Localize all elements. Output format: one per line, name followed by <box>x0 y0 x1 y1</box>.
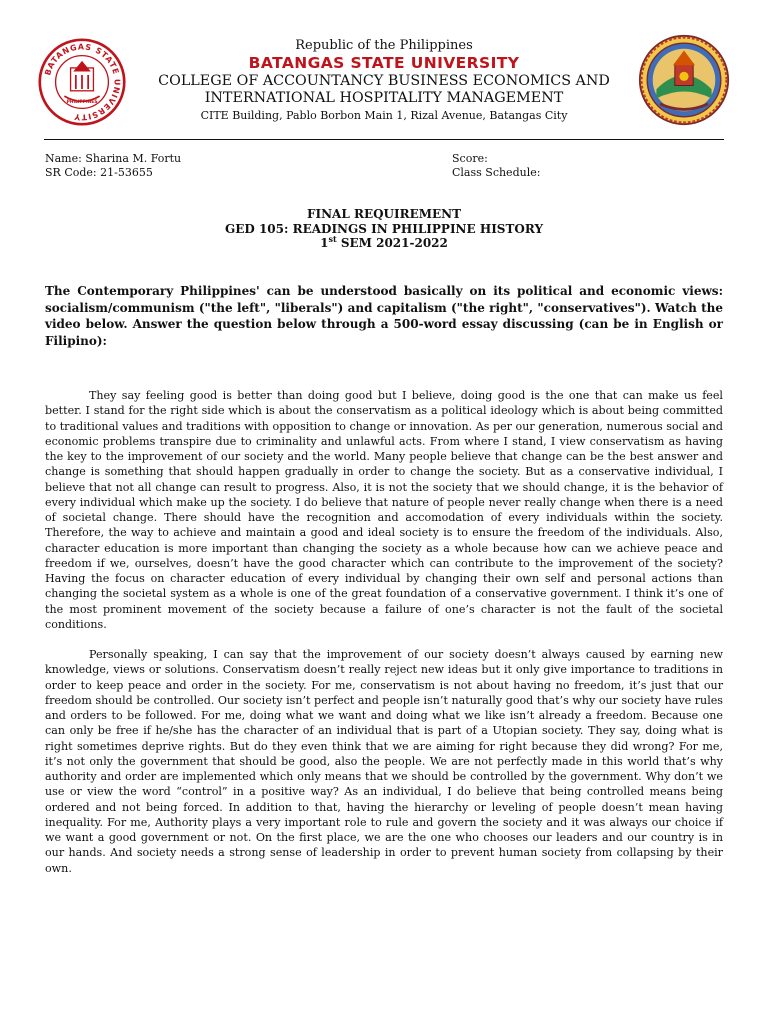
class-schedule-label: Class Schedule: <box>452 166 541 179</box>
sr-code-label: SR Code: <box>45 166 97 179</box>
name-label: Name: <box>45 152 82 165</box>
header-divider <box>44 139 724 140</box>
university-name: BATANGAS STATE UNIVERSITY <box>248 54 520 72</box>
student-info <box>45 152 181 180</box>
sr-code-row <box>45 166 181 180</box>
semester-year: SEM 2021-2022 <box>336 236 448 250</box>
republic-line: Republic of the Philippines <box>295 38 473 53</box>
document-header <box>130 38 638 122</box>
semester-number: 1 <box>320 236 329 250</box>
semester-ordinal: st <box>328 234 337 244</box>
college-name-line2: INTERNATIONAL HOSPITALITY MANAGEMENT <box>204 90 564 106</box>
sr-code-value: 21-53655 <box>100 166 153 179</box>
university-seal-logo <box>38 38 126 126</box>
score-label: Score: <box>452 152 488 165</box>
college-name-line1: COLLEGE OF ACCOUNTANCY BUSINESS ECONOMICS AND <box>158 73 610 89</box>
name-row <box>45 152 181 166</box>
svg-text:BATANGAS STATE UNIVERSITY: BATANGAS STATE UNIVERSITY <box>43 42 122 122</box>
essay-paragraph-1: They say feeling good is better than doing good but I believe, doing good is the one that can make us feel better. I stand for the right side which is about the conservatism as a political ideology which is about being committed to traditional values and traditions with opposition to change or innovation. As per our generation, numerous social and economic problems transpire due to criminality and unlawful acts. From where I stand, I view conservatism as having the key to the improvement of our society and the world. Many people believe that change can be the best answer and change is something that should happen gradually in order to change the society. But as a conservative individual, I believe that not all change can result to progress. Also, it is not the society that we should change, it is the behavior of every individual which make up the society. I do believe that nature of people never really change when there is a need of societal change. There should have the recognition and accomodation of every individuals within the society. Therefore, the way to achieve and maintain a good and ideal society is to ensure the freedom of the individuals. Also, character education is more important than changing the society as a whole because how can we achieve peace and freedom if we, ourselves, doesn’t have the good character which can contribute to the improvement of the society? Having the focus on character education of every individual by changing their own self and personal actions than changing the societal system as a whole is one of the great foundation of a conservative government. I think it’s one of the most prominent movement of the society because a failure of one’s character is not the fault of the societal conditions. <box>45 389 723 631</box>
document-title <box>0 207 768 251</box>
title-line2: GED 105: READINGS IN PHILIPPINE HISTORY <box>224 221 544 236</box>
svg-text:PHILIPPINES: PHILIPPINES <box>66 100 98 106</box>
title-line3 <box>0 236 768 251</box>
essay-paragraph-2: Personally speaking, I can say that the improvement of our society doesn’t always caused by earning new knowledge, views or solutions. Conservatism doesn’t really reject new ideas but it only give importance to traditions in order to keep peace and order in the society. For me, conservatism is not about having no freedom, it’s just that our freedom should be controlled. Our society isn’t perfect and people isn’t naturally good that’s why our society have rules and orders to be followed. For me, doing what we want and doing what we like isn’t already a freedom. Because one can only be free if he/she has the character of an individual that is part of a Utopian society. They say, doing what is right sometimes deprive rights. But do they even think that we are aiming for right because they did wrong? For me, it’s not only the government that should be good, also the people. We are not perfectly made in this world that’s why authority and order are implemented which only means that we should be controlled by the government. Why don’t we use or view the word “control” in a positive way? As an individual, I do believe that being controlled means being ordered and not being forced. In addition to that, having the hierarchy or leveling of people doesn’t mean having inequality. For me, Authority plays a very important role to rule and govern the society and it was always our choice if we want a good government or not. On the first place, we are the one who chooses our leaders and our country is in our hands. And society needs a strong sense of leadership in order to prevent human society from collapsing by their own. <box>45 648 723 875</box>
essay-body <box>45 388 723 891</box>
grading-info <box>452 152 540 180</box>
title-line1: FINAL REQUIREMENT <box>306 207 462 221</box>
college-seal-logo <box>638 34 730 126</box>
student-name: Sharina M. Fortu <box>85 152 182 165</box>
college-address: CITE Building, Pablo Borbon Main 1, Rizal Avenue, Batangas City <box>200 109 568 122</box>
instructions-paragraph: The Contemporary Philippines' can be understood basically on its political and economic views: socialism/communism ("the left", "liberals") and capitalism ("the right", "conservatives"). Watch the video below. Answer the question below through a 500-word essay discussing (can be in English or Filipino): <box>45 284 723 348</box>
